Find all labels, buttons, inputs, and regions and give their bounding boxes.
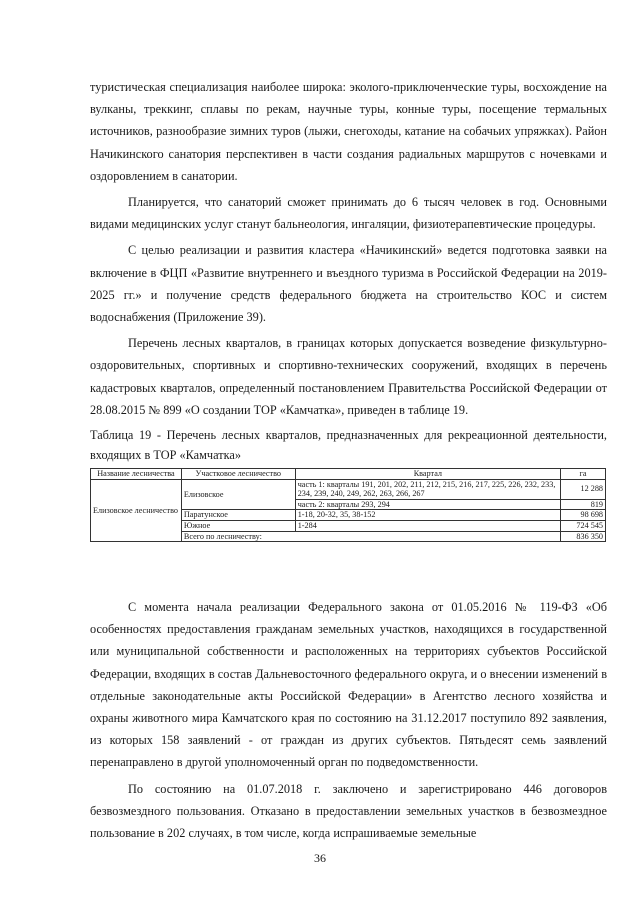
paragraph-tourism: туристическая специализация наиболее широка: эколого-приключенческие туры, восхождение на вулканы, треккинг, сплавы по рекам, научные туры, конные туры, посещение термальных источников, разнообразие зимних туров (лыжи, снегоходы, катание на собачьих упряжках). Район Начикинского санатория перспективен в части создания радиальных маршрутов с ночевками и оздоровлением в санатории. bbox=[90, 80, 607, 183]
cell-ha-4: 724 545 bbox=[561, 521, 606, 532]
header-forestry: Название лесничества bbox=[91, 469, 182, 480]
cell-total-ha: 836 350 bbox=[561, 531, 606, 542]
cell-forestry: Елизовское лесничество bbox=[91, 479, 182, 542]
header-quarter: Квартал bbox=[295, 469, 560, 480]
table-header-row bbox=[91, 469, 606, 480]
text-block-top bbox=[90, 76, 607, 542]
header-district: Участковое лесничество bbox=[181, 469, 295, 480]
cell-ha-3: 98 698 bbox=[561, 510, 606, 521]
forest-quarters-table bbox=[90, 468, 606, 542]
cell-ha-1: 12 288 bbox=[561, 479, 606, 499]
cell-quarters-2: часть 2: кварталы 293, 294 bbox=[295, 499, 560, 510]
cell-quarters-4: 1-284 bbox=[295, 521, 560, 532]
paragraph-federal-law: С момента начала реализации Федерального закона от 01.05.2016 № 119-ФЗ «Об особенностях предоставления гражданам земельных участков, находящихся в государственной или муниципальной собственности и расположенных на территориях субъектов Российской Федерации, входящих в состав Дальневосточного федерального округа, и о внесении изменений в отдельные законодательные акты Российской Федерации» в Агентство лесного хозяйства и охраны животного мира Камчатского края по состоянию на 31.12.2017 поступило 892 заявления, из которых 158 заявлений - от граждан из других субъектов. Пятьдесят семь заявлений перенаправлено в другой уполномоченный орган по подведомственности. bbox=[90, 600, 607, 770]
table-row bbox=[91, 479, 606, 499]
cell-total-label: Всего по лесничеству: bbox=[181, 531, 560, 542]
paragraph-contracts: По состоянию на 01.07.2018 г. заключено и зарегистрировано 446 договоров безвозмездного пользования. Отказано в предоставлении земельных участков в безвозмездное пользование в 202 случаях, в том числе, когда испрашиваемые земельные bbox=[90, 781, 607, 841]
table-caption: Таблица 19 - Перечень лесных кварталов, предназначенных для рекреационной деятельности, входящих в ТОР «Камчатка» bbox=[90, 428, 607, 463]
cell-ha-2: 819 bbox=[561, 499, 606, 510]
cell-district-elizovo: Елизовское bbox=[181, 479, 295, 510]
cell-quarters-1: часть 1: кварталы 191, 201, 202, 211, 212, 215, 216, 217, 225, 226, 232, 233, 234, 239, 240, 249, 262, 263, 266, 267 bbox=[295, 479, 560, 499]
cell-district-south: Южное bbox=[181, 521, 295, 532]
text-block-bottom bbox=[90, 596, 607, 844]
paragraph-sanatorium: Планируется, что санаторий сможет принимать до 6 тысяч человек в год. Основными видами медицинских услуг станут бальнеология, ингаляции, физиотерапевтические процедуры. bbox=[90, 195, 607, 232]
paragraph-forest-quarters: Перечень лесных кварталов, в границах которых допускается возведение физкультурно-оздоровительных, спортивных и спортивно-технических сооружений, входящих в перечень кадастровых кварталов, определенный постановлением Правительства Российской Федерации от 28.08.2015 № 899 «О создании ТОР «Камчатка», приведен в таблице 19. bbox=[90, 336, 607, 417]
cell-district-paratunka: Паратунское bbox=[181, 510, 295, 521]
cell-quarters-3: 1-18, 20-32, 35, 38-152 bbox=[295, 510, 560, 521]
paragraph-cluster: С целью реализации и развития кластера «Начикинский» ведется подготовка заявки на включение в ФЦП «Развитие внутреннего и въездного туризма в Российской Федерации на 2019-2025 гг.» и получение средств федерального бюджета на строительство КОС и систем водоснабжения (Приложение 39). bbox=[90, 243, 607, 325]
page-number: 36 bbox=[314, 851, 326, 865]
header-ha: га bbox=[561, 469, 606, 480]
